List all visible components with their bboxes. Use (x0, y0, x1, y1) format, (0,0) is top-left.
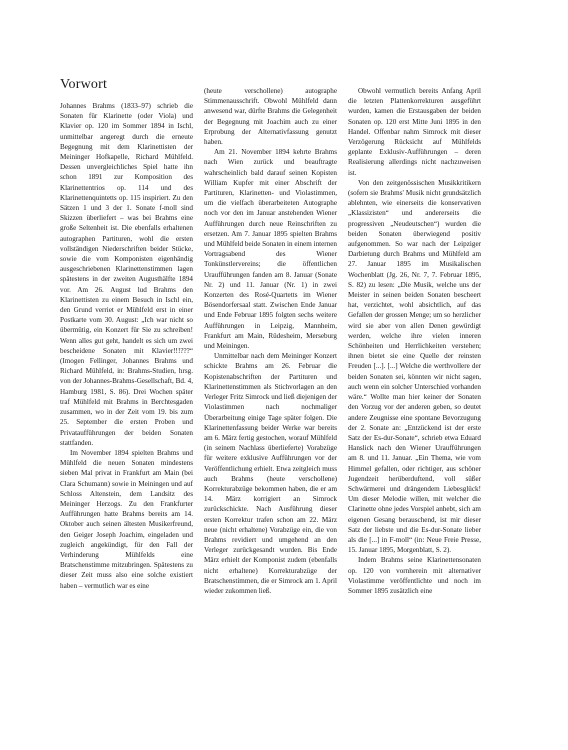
text-column-3 (348, 86, 481, 596)
paragraph: Von den zeitgenössischen Musikkritikern (sofern sie Brahms' Musik nicht grundsätzlich ablehnten, wie einerseits die konservativen „Klassizisten“ und andererseits die progressiven „Neudeutschen“) wurden die beiden Sonaten überwiegend positiv aufgenommen. So war nach der Leipziger Darbietung durch Brahms und Mühlfeld am 27. Januar 1895 im Musikalischen Wochenblatt (Jg. 26, Nr. 7, 7. Februar 1895, S. 82) zu lesen: „Die Musik, welche uns der Meister in seinen beiden Sonaten bescheert hat, verzichtet, wohl absichtlich, auf das Gefallen der grossen Menge; um so herzlicher wird sie aber von allen Denen gewürdigt werden, welche ihre vielen inneren Schönheiten und Herrlichkeiten verstehen; ihnen bietet sie eine Quelle der reinsten Freuden [...]. [...] Welche die werthvollere der beiden Sonaten sei, könnten wir nicht sagen, auch wenn ein solcher Unterschied vorhanden wäre.“ Wollte man hier keiner der Sonaten den Vorzug vor der anderen geben, so deutet andere Zeugnisse eine spontane Bevorzugung der 2. Sonate an: „Entzückend ist der erste Satz der Es-dur-Sonate“, schrieb etwa Eduard Hanslick nach den Wiener Uraufführungen am 8. und 11. Januar. „Ein Thema, wie vom Himmel gefallen, oder richtiger, aus schöner Jugendzeit herüberduftend, voll süßer Schwärmerei und drängendem Liebesglück! Um dieser Melodie willen, mit welcher die Clarinette ohne jedes Vorspiel anhebt, sich am eigenen Gesang berauschend, ist mir dieser Satz der liebste und die Es-dur-Sonate lieber als die [...] in F-moll“ (in: Neue Freie Presse, 15. Januar 1895, Morgenblatt, S. 2). (348, 178, 481, 555)
text-column-2 (204, 86, 337, 596)
paragraph: Obwohl vermutlich bereits Anfang April die letzten Plattenkorrekturen ausgeführt wurden, kamen die Erstausgaben der beiden Sonaten op. 120 erst Mitte Juni 1895 in den Handel. Offenbar nahm Simrock mit dieser Verzögerung Rücksicht auf Mühlfelds geplante Exklusiv-Aufführungen – deren Realisierung allerdings nicht nachzuweisen ist. (348, 87, 481, 177)
text-column-1 (60, 101, 193, 591)
paragraph: Im November 1894 spielten Brahms und Mühlfeld die neuen Sonaten mindestens sieben Mal privat in Frankfurt am Main (bei Clara Schumann) sowie in Meiningen und auf Schloss Altenstein, dem Landsitz des Meininger Herzogs. Zu den Frankfurter Aufführungen hatte Brahms bereits am 14. Oktober auch seinen ältesten Musikerfreund, den Geiger Joseph Joachim, eingeladen und zugleich angekündigt, für den Fall der Verhinderung Mühlfelds eine Bratschenstimme mitzubringen. Spätestens zu dieser Zeit muss also eine solche existiert haben – vermutlich war es eine (60, 448, 193, 590)
page-title: Vorwort (60, 77, 108, 93)
paragraph: (heute verschollene) autographe Stimmenausschrift. Obwohl Mühlfeld dann anwesend war, dürfte Brahms die Gelegenheit der Begegnung mit Joachim auch zu einer Erprobung der Alternativfassung genutzt haben. (204, 87, 337, 147)
paragraph: Indem Brahms seine Klarinettensonaten op. 120 von vornherein mit alternativer Violastimme veröffentlichte und noch im Sommer 1895 zusätzlich eine (348, 556, 481, 595)
paragraph: Unmittelbar nach dem Meininger Konzert schickte Brahms am 26. Februar die Kopistenabschriften der Partituren und Klarinettenstimmen als Stichvorlagen an den Verleger Fritz Simrock und ließ diejenigen der Violastimmen nach nochmaliger Überarbeitung einige Tage später folgen. Die Klarinettenfassung beider Werke war bereits am 6. März fertig gestochen, worauf Mühlfeld (in seinem Nachlass überlieferte) Vorabzüge für weitere exklusive Aufführungen vor der Veröffentlichung erhielt. Etwa zeitgleich muss auch Brahms (heute verschollene) Korrekturabzüge bekommen haben, die er am 14. März korrigiert an Simrock zurückschickte. Nach Ausführung dieser ersten Korrektur trafen schon am 22. März neue (nicht erhaltene) Vorabzüge ein, die von Brahms revidiert und umgehend an den Verleger zurückgesandt wurden. Bis Ende März erhielt der Komponist zudem (ebenfalls nicht erhaltene) Korrekturabzüge der Bratschenstimmen, die er Simrock am 1. April wieder zukommen ließ. (204, 352, 337, 595)
paragraph: Am 21. November 1894 kehrte Brahms nach Wien zurück und beauftragte wahrscheinlich bald darauf seinen Kopisten William Kupfer mit einer Abschrift der Partituren, Klarinetten- und Violastimmen, um die vielfach überarbeiteten Autographe noch vor den im Januar anstehenden Wiener Aufführungen durch neue Reinschriften zu ersetzen. Am 7. Januar 1895 spielten Brahms und Mühlfeld beide Sonaten in einem internen Vortragsabend des Wiener Tonkünstlervereins; die öffentlichen Uraufführungen fanden am 8. Januar (Sonate Nr. 2) und 11. Januar (Nr. 1) in zwei Konzerten des Rosé-Quartetts im Wiener Bösendorfersaal statt. Zwischen Ende Januar und Ende Februar 1895 folgten sechs weitere Aufführungen in Leipzig, Mannheim, Frankfurt am Main, Rüdesheim, Merseburg und Meiningen. (204, 148, 337, 351)
paragraph: Johannes Brahms (1833–97) schrieb die Sonaten für Klarinette (oder Viola) und Klavier op. 120 im Sommer 1894 in Ischl, unmittelbar angeregt durch die erneute Begegnung mit dem Klarinettisten der Meininger Hofkapelle, Richard Mühlfeld. Dessen unvergleichliches Spiel hatte ihn schon 1891 zur Komposition des Klarinettentrios op. 114 und des Klarinettenquintetts op. 115 inspiriert. Zu den Sätzen 1 und 3 der 1. Sonate f-moll sind Skizzen überliefert – was bei Brahms eine große Seltenheit ist. Die ebenfalls erhaltenen autographen Partituren, wohl die ersten vollständigen Niederschriften beider Stücke, sowie die vom Komponisten eigenhändig ausgeschriebenen Klarinettenstimmen lagen spätestens in der zweiten Augusthälfte 1894 vor. Am 26. August lud Brahms den Klarinettisten zu einem Besuch in Ischl ein, den Grund verriet er Mühlfeld erst in einer Postkarte vom 30. August: „Ich war nicht so übermütig, ein Konzert für Sie zu schreiben! Wenn alles gut geht, handelt es sich um zwei bescheidene Sonaten mit Klavier!!!???“ (Imogen Fellinger, Johannes Brahms und Richard Mühlfeld, in: Brahms-Studien, hrsg. von der Johannes-Brahms-Gesellschaft, Bd. 4, Hamburg 1981, S. 86). Drei Wochen später traf Mühlfeld mit Brahms in Berchtesgaden zusammen, wo in der Zeit vom 19. bis zum 25. September die ersten Proben und Privataufführungen der beiden Sonaten stattfanden. (60, 102, 193, 447)
